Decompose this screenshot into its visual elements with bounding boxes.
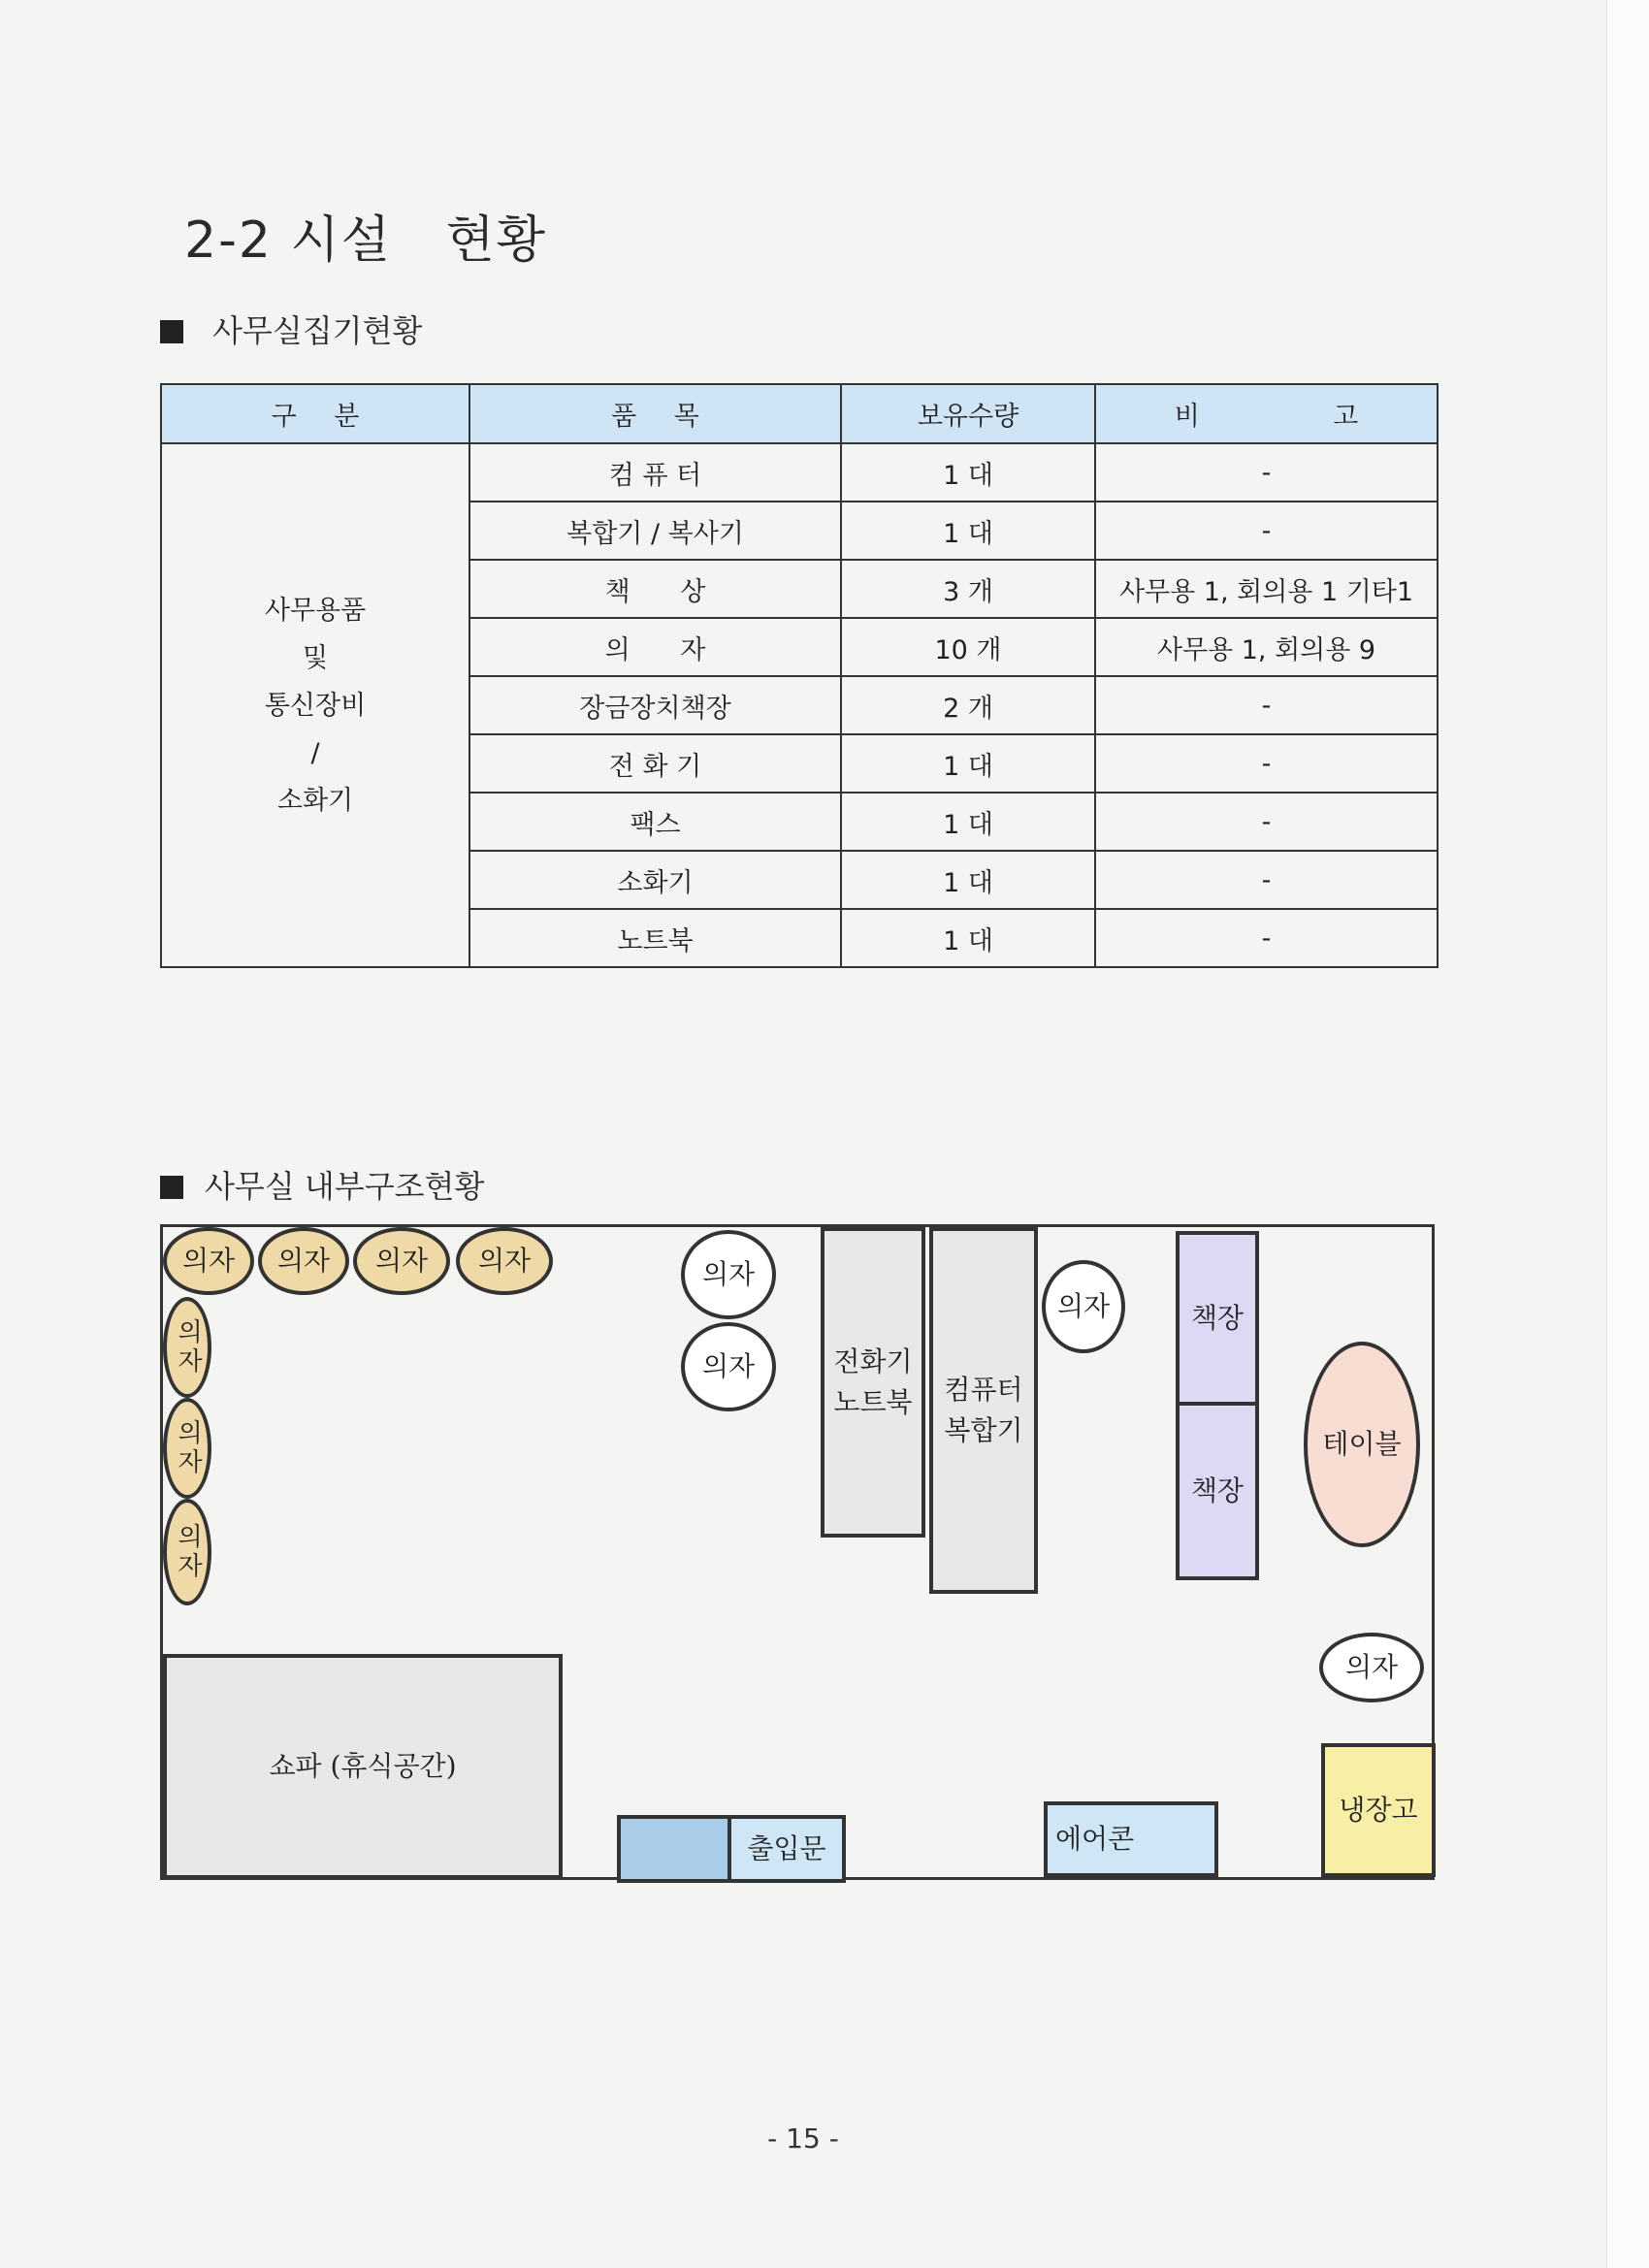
meeting-table: 테이블 bbox=[1304, 1342, 1420, 1547]
note-cell: - bbox=[1095, 734, 1438, 793]
qty-cell: 1 대 bbox=[841, 734, 1095, 793]
square-bullet-icon bbox=[160, 1176, 183, 1199]
item-cell: 팩스 bbox=[469, 793, 841, 851]
chair-yellow-vertical: 의자 bbox=[163, 1499, 211, 1605]
group-cell: 사무용품 및 통신장비 / 소화기 bbox=[161, 443, 469, 967]
note-cell: - bbox=[1095, 676, 1438, 734]
refrigerator: 냉장고 bbox=[1321, 1743, 1436, 1877]
page-number: - 15 - bbox=[767, 2122, 839, 2155]
chair-yellow-vertical: 의자 bbox=[163, 1398, 211, 1499]
chair-yellow: 의자 bbox=[456, 1227, 553, 1295]
page-title: 2-2 시설 현황 bbox=[184, 211, 547, 270]
chair-yellow: 의자 bbox=[353, 1227, 450, 1295]
sofa-rest-area: 쇼파 (휴식공간) bbox=[163, 1654, 563, 1879]
chair-white: 의자 bbox=[1042, 1260, 1125, 1353]
note-cell: 사무용 1, 회의용 1 기타1 bbox=[1095, 560, 1438, 618]
table-row bbox=[161, 443, 1438, 502]
note-cell: - bbox=[1095, 851, 1438, 909]
chair-yellow: 의자 bbox=[258, 1227, 349, 1295]
section-heading-text: 사무실 내부구조현황 bbox=[205, 1168, 485, 1205]
chair-white: 의자 bbox=[1319, 1633, 1424, 1702]
desk-computer-mfp: 컴퓨터 복합기 bbox=[929, 1227, 1038, 1594]
entrance-door: 출입문 bbox=[728, 1815, 846, 1883]
item-cell: 컴 퓨 터 bbox=[469, 443, 841, 502]
qty-cell: 1 대 bbox=[841, 909, 1095, 967]
section-heading-text: 사무실집기현황 bbox=[212, 312, 423, 349]
qty-cell: 2 개 bbox=[841, 676, 1095, 734]
note-cell: 사무용 1, 회의용 9 bbox=[1095, 618, 1438, 676]
note-cell: - bbox=[1095, 502, 1438, 560]
note-cell: - bbox=[1095, 443, 1438, 502]
item-cell: 의 자 bbox=[469, 618, 841, 676]
door-panel bbox=[617, 1815, 731, 1883]
desk-phone-notebook: 전화기 노트북 bbox=[821, 1227, 925, 1538]
inventory-table bbox=[160, 383, 1439, 968]
chair-yellow-vertical: 의자 bbox=[163, 1297, 211, 1398]
table-header-row bbox=[161, 384, 1438, 443]
note-cell: - bbox=[1095, 909, 1438, 967]
header-item: 품 목 bbox=[469, 384, 841, 443]
bookshelf: 책장 bbox=[1176, 1402, 1259, 1580]
item-cell: 소화기 bbox=[469, 851, 841, 909]
air-conditioner: 에어콘 bbox=[1044, 1801, 1218, 1877]
section-heading-inventory bbox=[160, 307, 422, 351]
floor-plan bbox=[160, 1224, 1435, 1880]
qty-cell: 10 개 bbox=[841, 618, 1095, 676]
chair-yellow: 의자 bbox=[163, 1227, 254, 1295]
header-note: 비 고 bbox=[1095, 384, 1438, 443]
chair-white: 의자 bbox=[681, 1230, 776, 1319]
note-cell: - bbox=[1095, 793, 1438, 851]
page-edge bbox=[1606, 0, 1649, 2268]
item-cell: 복합기 / 복사기 bbox=[469, 502, 841, 560]
qty-cell: 1 대 bbox=[841, 851, 1095, 909]
section-heading-layout bbox=[160, 1162, 484, 1207]
qty-cell: 1 대 bbox=[841, 443, 1095, 502]
item-cell: 장금장치책장 bbox=[469, 676, 841, 734]
bookshelf: 책장 bbox=[1176, 1231, 1259, 1406]
header-category: 구 분 bbox=[161, 384, 469, 443]
chair-white: 의자 bbox=[681, 1322, 776, 1411]
header-quantity: 보유수량 bbox=[841, 384, 1095, 443]
item-cell: 노트북 bbox=[469, 909, 841, 967]
qty-cell: 3 개 bbox=[841, 560, 1095, 618]
qty-cell: 1 대 bbox=[841, 502, 1095, 560]
qty-cell: 1 대 bbox=[841, 793, 1095, 851]
item-cell: 책 상 bbox=[469, 560, 841, 618]
square-bullet-icon bbox=[160, 320, 183, 343]
item-cell: 전 화 기 bbox=[469, 734, 841, 793]
